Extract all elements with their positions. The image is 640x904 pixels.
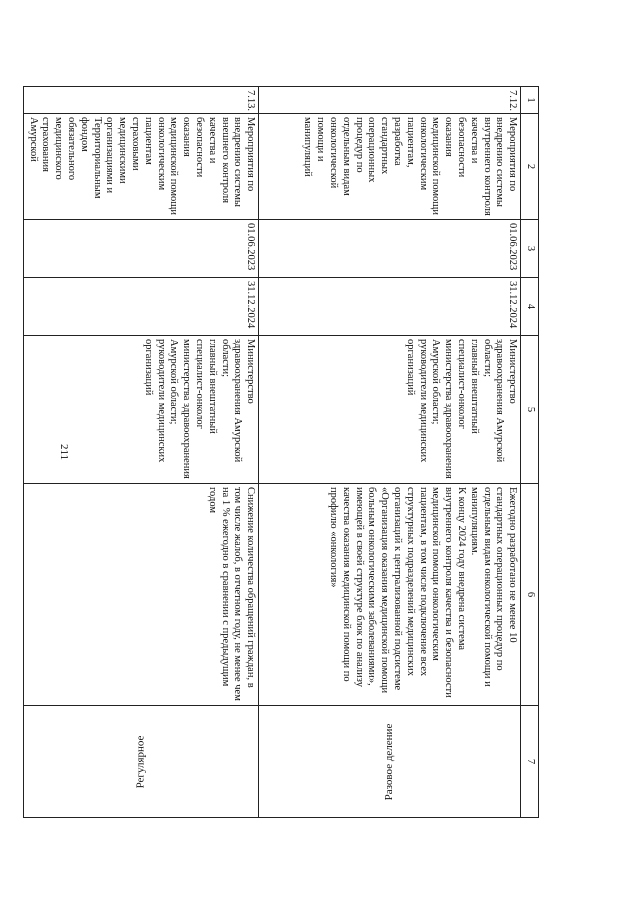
table-row-7-12: [259, 87, 521, 818]
frequency: Регулярное: [23, 706, 258, 818]
event-description: Мероприятия по внедрению системы внешнего контроля качества и безопасности оказания медицинской помощи онкологическим пациентам страховыми медицинскими организациями и Территориальным фондом обязательного медицинского страхования Амурской: [23, 114, 258, 220]
expected-result: Ежегодно разработано не менее 10 стандартных операционных процедур по отдельным видам онкологической помощи и манипуляциям. К концу 2024 году внедрена система внутреннего контроля качества и безопасности медицинской помощи онкологическим пациентам, в том числе подключение всех структурных подразделений медицинских организаций к централизованной подсистеме «Организация оказания медицинской помощи больным онкологическими заболеваниями», имеющей в своей структуре блок по анализу качества оказания медицинской помощи по профилю «онкология»: [259, 484, 521, 706]
start-date: 01.06.2023: [23, 220, 258, 278]
column-number-2: 2: [521, 114, 539, 220]
column-number-7: 7: [521, 706, 539, 818]
responsible-parties: Министерство здравоохранения Амурской области; главный внештатный специалист-онколог министерства здравоохранения Амурской области; руководители медицинских организаций: [259, 336, 521, 484]
row-number: 7.12.: [259, 87, 521, 114]
table-row-7-13: [23, 87, 258, 818]
start-date: 01.06.2023: [259, 220, 521, 278]
row-number: 7.13.: [23, 87, 258, 114]
event-description: Мероприятия по внедрению системы внутреннего контроля качества и безопасности оказания медицинской помощи онкологическим пациентам, разработка стандартных операционных процедур по отдельным видам онкологической помощи и манипуляций: [259, 114, 521, 220]
responsible-parties: Министерство здравоохранения Амурской области; главный внештатный специалист-онколог министерства здравоохранения Амурской области; руководители медицинских организаций: [23, 336, 258, 484]
column-number-5: 5: [521, 336, 539, 484]
column-number-4: 4: [521, 278, 539, 336]
column-number-6: 6: [521, 484, 539, 706]
page-number: 211: [58, 443, 70, 461]
end-date: 31.12.2024: [259, 278, 521, 336]
expected-result: Снижение количества обращений граждан, в том числе жалоб, в отчетном году, не менее чем на 1 % ежегодно в сравнении с предыдущим годом: [23, 484, 258, 706]
column-number-3: 3: [521, 220, 539, 278]
frequency: Разовое деление: [259, 706, 521, 818]
end-date: 31.12.2024: [23, 278, 258, 336]
measures-table: [23, 86, 539, 818]
column-number-row: [521, 87, 539, 818]
column-number-1: 1: [521, 87, 539, 114]
